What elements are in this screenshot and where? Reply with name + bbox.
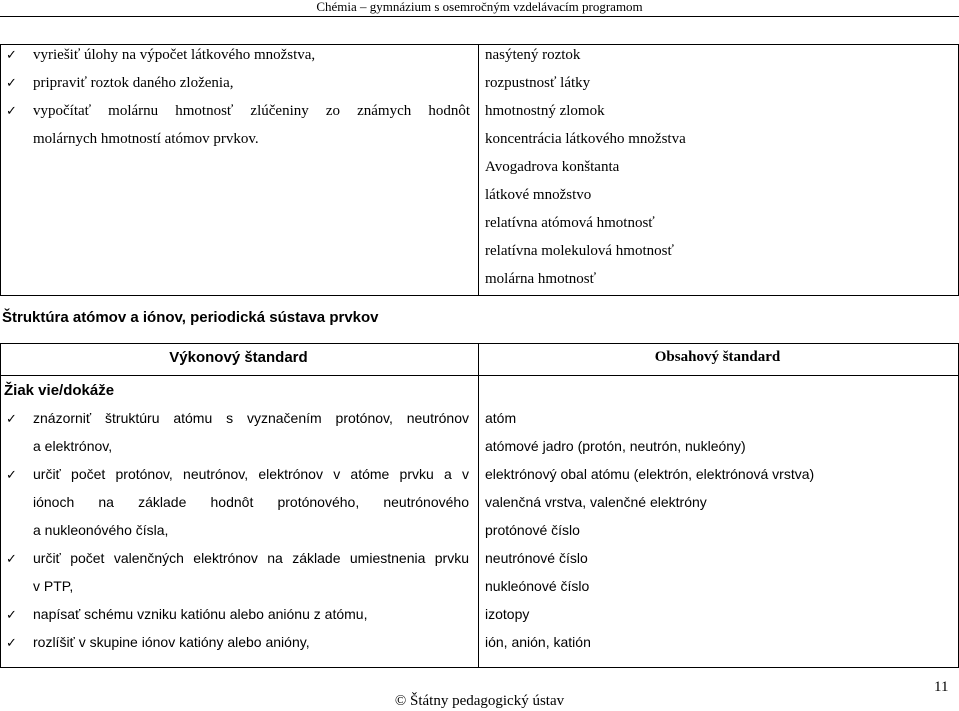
- list-item-continuation: iónoch na základe hodnôt protónového, neutrónového: [33, 494, 469, 510]
- list-item: znázorniť štruktúru atómu s vyznačením protónov, neutrónov: [33, 410, 469, 426]
- content-item: valenčná vrstva, valenčné elektróny: [485, 494, 707, 510]
- checkmark-icon: ✓: [6, 468, 17, 483]
- checkmark-icon: ✓: [6, 48, 17, 63]
- content-item: elektrónový obal atómu (elektrón, elektrónová vrstva): [485, 466, 815, 482]
- content-item: izotopy: [485, 606, 530, 622]
- content-item: hmotnostný zlomok: [485, 103, 605, 119]
- content-item: koncentrácia látkového množstva: [485, 131, 686, 147]
- list-item: napísať schému vzniku katiónu alebo aniónu z atómu,: [33, 606, 368, 622]
- checkmark-icon: ✓: [6, 104, 17, 119]
- performance-standard-header: Výkonový štandard: [169, 349, 308, 366]
- checkmark-icon: ✓: [6, 636, 17, 651]
- content-item: atómové jadro (protón, neutrón, nukleóny): [485, 438, 746, 454]
- content-standard-header: Obsahový štandard: [654, 349, 781, 365]
- content-item: rozpustnosť látky: [485, 75, 591, 91]
- page-header-title: Chémia – gymnázium s osemročným vzdelávacím programom: [316, 0, 643, 14]
- section-heading: Štruktúra atómov a iónov, periodická sústava prvkov: [2, 309, 379, 326]
- page-number: 11: [934, 679, 949, 695]
- content-item: relatívna molekulová hmotnosť: [485, 243, 674, 259]
- checkmark-icon: ✓: [6, 608, 17, 623]
- list-item-continuation: a nukleonóvého čísla,: [33, 522, 169, 538]
- list-item: rozlíšiť v skupine iónov katióny alebo anióny,: [33, 634, 310, 650]
- list-item-continuation: a elektrónov,: [33, 438, 113, 454]
- content-item: molárna hmotnosť: [485, 271, 596, 287]
- content-item: neutrónové číslo: [485, 550, 588, 566]
- header-divider: [0, 16, 959, 17]
- list-item-continuation: v PTP,: [33, 578, 74, 594]
- list-item: vypočítať molárnu hmotnosť zlúčeniny zo známych hodnôt: [33, 103, 470, 119]
- list-item: určiť počet protónov, neutrónov, elektrónov v atóme prvku a v: [33, 466, 469, 482]
- content-item: protónové číslo: [485, 522, 580, 538]
- list-item: určiť počet valenčných elektrónov na základe umiestnenia prvku: [33, 550, 469, 566]
- checkmark-icon: ✓: [6, 76, 17, 91]
- footer-copyright: © Štátny pedagogický ústav: [394, 693, 565, 709]
- content-item: ión, anión, katión: [485, 634, 591, 650]
- content-item: Avogadrova konštanta: [485, 159, 620, 175]
- content-item: nukleónové číslo: [485, 578, 590, 594]
- checkmark-icon: ✓: [6, 412, 17, 427]
- checkmark-icon: ✓: [6, 552, 17, 567]
- content-item: nasýtený roztok: [485, 47, 581, 63]
- student-can-label: Žiak vie/dokáže: [4, 382, 115, 399]
- list-item-continuation: molárnych hmotností atómov prvkov.: [33, 131, 259, 147]
- list-item: vyriešiť úlohy na výpočet látkového množstva,: [33, 47, 316, 63]
- list-item: pripraviť roztok daného zloženia,: [33, 75, 234, 91]
- content-item: relatívna atómová hmotnosť: [485, 215, 655, 231]
- content-item: látkové množstvo: [485, 187, 592, 203]
- content-item: atóm: [485, 410, 517, 426]
